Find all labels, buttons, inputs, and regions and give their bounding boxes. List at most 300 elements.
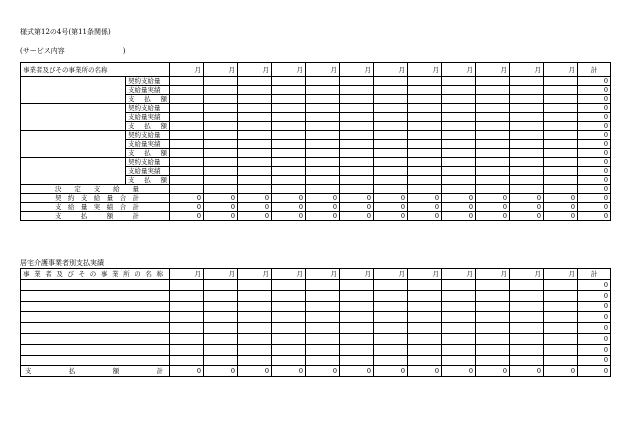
month-cell[interactable]: [170, 122, 204, 131]
month-header: 月: [272, 63, 306, 77]
month-cell[interactable]: [272, 140, 306, 149]
month-cell[interactable]: [442, 323, 476, 334]
month-cell[interactable]: [340, 77, 374, 86]
summary-month-cell[interactable]: [204, 185, 238, 194]
month-cell[interactable]: [544, 167, 578, 176]
month-cell[interactable]: [442, 167, 476, 176]
month-cell[interactable]: [204, 140, 238, 149]
provider-name-cell[interactable]: [21, 104, 126, 131]
month-cell[interactable]: [170, 77, 204, 86]
month-cell[interactable]: [408, 104, 442, 113]
month-cell[interactable]: [476, 323, 510, 334]
month-cell[interactable]: [510, 333, 544, 344]
month-cell[interactable]: [476, 104, 510, 113]
month-cell[interactable]: [340, 86, 374, 95]
month-cell[interactable]: [476, 86, 510, 95]
month-cell[interactable]: [408, 122, 442, 131]
month-cell[interactable]: [374, 131, 408, 140]
month-cell[interactable]: [544, 140, 578, 149]
month-cell[interactable]: [408, 167, 442, 176]
month-cell[interactable]: [238, 323, 272, 334]
month-cell[interactable]: [306, 290, 340, 301]
month-cell[interactable]: [306, 140, 340, 149]
month-header: 月: [272, 269, 306, 280]
month-cell[interactable]: [306, 333, 340, 344]
month-cell[interactable]: [544, 149, 578, 158]
month-cell[interactable]: [238, 301, 272, 312]
month-cell[interactable]: [476, 344, 510, 355]
month-cell[interactable]: [544, 122, 578, 131]
month-cell[interactable]: [476, 176, 510, 185]
month-cell[interactable]: [374, 312, 408, 323]
month-cell[interactable]: [374, 333, 408, 344]
month-cell[interactable]: [272, 176, 306, 185]
month-cell[interactable]: [544, 77, 578, 86]
provider-name-cell[interactable]: [21, 355, 170, 366]
month-cell[interactable]: [544, 323, 578, 334]
month-cell[interactable]: [272, 312, 306, 323]
month-cell[interactable]: [476, 312, 510, 323]
month-cell[interactable]: [510, 77, 544, 86]
month-cell[interactable]: [204, 280, 238, 291]
month-cell[interactable]: [408, 355, 442, 366]
month-cell[interactable]: [306, 355, 340, 366]
month-cell[interactable]: [272, 86, 306, 95]
month-cell[interactable]: [544, 104, 578, 113]
month-cell[interactable]: [408, 113, 442, 122]
summary-month-cell[interactable]: [476, 185, 510, 194]
month-cell[interactable]: [476, 149, 510, 158]
row-total-cell: 0: [578, 113, 611, 122]
month-cell[interactable]: [306, 113, 340, 122]
month-cell[interactable]: [510, 323, 544, 334]
month-cell[interactable]: [238, 104, 272, 113]
month-cell[interactable]: [340, 122, 374, 131]
summary-month-cell[interactable]: [306, 185, 340, 194]
month-cell[interactable]: [170, 113, 204, 122]
month-cell[interactable]: [170, 158, 204, 167]
month-cell[interactable]: [340, 323, 374, 334]
month-cell[interactable]: [476, 113, 510, 122]
month-cell[interactable]: [272, 122, 306, 131]
provider-name-cell[interactable]: [21, 333, 170, 344]
month-cell[interactable]: [408, 280, 442, 291]
provider-name-cell[interactable]: [21, 280, 170, 291]
month-cell[interactable]: [442, 344, 476, 355]
month-cell[interactable]: [442, 77, 476, 86]
summary-month-cell[interactable]: [170, 185, 204, 194]
month-cell[interactable]: [306, 158, 340, 167]
summary-label: 支 払 額 計: [21, 212, 170, 221]
month-cell[interactable]: [544, 290, 578, 301]
month-cell[interactable]: [272, 333, 306, 344]
month-cell[interactable]: [306, 323, 340, 334]
month-cell[interactable]: [238, 312, 272, 323]
item-label: 支 払 額: [126, 176, 170, 185]
month-cell[interactable]: [374, 355, 408, 366]
month-cell[interactable]: [340, 167, 374, 176]
month-cell[interactable]: [340, 355, 374, 366]
month-cell[interactable]: [204, 131, 238, 140]
month-cell[interactable]: [544, 355, 578, 366]
row-total-cell: 0: [578, 86, 611, 95]
sum-month-value: 0: [442, 366, 476, 377]
month-cell[interactable]: [510, 104, 544, 113]
month-cell[interactable]: [408, 95, 442, 104]
month-cell[interactable]: [476, 333, 510, 344]
month-cell[interactable]: [544, 95, 578, 104]
month-cell[interactable]: [272, 301, 306, 312]
month-cell[interactable]: [238, 140, 272, 149]
month-cell[interactable]: [442, 290, 476, 301]
month-cell[interactable]: [170, 95, 204, 104]
month-cell[interactable]: [204, 149, 238, 158]
month-cell[interactable]: [340, 301, 374, 312]
month-cell[interactable]: [204, 104, 238, 113]
item-label: 支 払 額: [126, 95, 170, 104]
month-cell[interactable]: [340, 280, 374, 291]
month-cell[interactable]: [272, 158, 306, 167]
month-cell[interactable]: [408, 131, 442, 140]
month-cell[interactable]: [170, 176, 204, 185]
month-cell[interactable]: [204, 176, 238, 185]
month-cell[interactable]: [408, 301, 442, 312]
month-cell[interactable]: [170, 323, 204, 334]
month-cell[interactable]: [510, 167, 544, 176]
month-cell[interactable]: [272, 131, 306, 140]
item-label: 支給量実績: [126, 167, 170, 176]
row-total-cell: 0: [578, 149, 611, 158]
month-cell[interactable]: [510, 344, 544, 355]
month-cell[interactable]: [340, 140, 374, 149]
month-cell[interactable]: [510, 131, 544, 140]
month-cell[interactable]: [340, 344, 374, 355]
month-cell[interactable]: [476, 95, 510, 104]
month-cell[interactable]: [476, 280, 510, 291]
month-cell[interactable]: [272, 280, 306, 291]
provider-name-cell[interactable]: [21, 158, 126, 185]
month-cell[interactable]: [204, 158, 238, 167]
month-cell[interactable]: [374, 149, 408, 158]
month-cell[interactable]: [306, 280, 340, 291]
month-cell[interactable]: [476, 77, 510, 86]
month-cell[interactable]: [374, 176, 408, 185]
month-cell[interactable]: [442, 355, 476, 366]
month-cell[interactable]: [306, 149, 340, 158]
month-cell[interactable]: [170, 333, 204, 344]
month-cell[interactable]: [238, 95, 272, 104]
month-cell[interactable]: [238, 355, 272, 366]
summary-month-value: 0: [544, 203, 578, 212]
month-cell[interactable]: [306, 131, 340, 140]
month-cell[interactable]: [544, 344, 578, 355]
month-cell[interactable]: [306, 312, 340, 323]
month-cell[interactable]: [204, 122, 238, 131]
month-cell[interactable]: [238, 344, 272, 355]
month-cell[interactable]: [272, 95, 306, 104]
month-cell[interactable]: [272, 355, 306, 366]
month-cell[interactable]: [510, 301, 544, 312]
month-cell[interactable]: [238, 131, 272, 140]
month-cell[interactable]: [544, 86, 578, 95]
provider-name-cell[interactable]: [21, 290, 170, 301]
month-cell[interactable]: [442, 333, 476, 344]
month-cell[interactable]: [238, 113, 272, 122]
month-cell[interactable]: [306, 86, 340, 95]
month-cell[interactable]: [510, 95, 544, 104]
total-header: 計: [578, 269, 611, 280]
month-cell[interactable]: [272, 77, 306, 86]
month-cell[interactable]: [204, 290, 238, 301]
month-cell[interactable]: [340, 333, 374, 344]
summary-month-cell[interactable]: [510, 185, 544, 194]
month-cell[interactable]: [374, 323, 408, 334]
month-cell[interactable]: [306, 176, 340, 185]
month-cell[interactable]: [272, 344, 306, 355]
month-cell[interactable]: [170, 140, 204, 149]
summary-month-value: 0: [442, 194, 476, 203]
table1-item-row: [21, 104, 611, 113]
month-cell[interactable]: [374, 86, 408, 95]
month-cell[interactable]: [442, 149, 476, 158]
month-cell[interactable]: [408, 77, 442, 86]
month-cell[interactable]: [442, 176, 476, 185]
month-cell[interactable]: [544, 312, 578, 323]
month-cell[interactable]: [340, 149, 374, 158]
month-cell[interactable]: [374, 280, 408, 291]
month-cell[interactable]: [374, 122, 408, 131]
month-cell[interactable]: [408, 149, 442, 158]
month-cell[interactable]: [204, 77, 238, 86]
summary-month-value: 0: [476, 212, 510, 221]
table1-header-row: [21, 63, 611, 77]
month-cell[interactable]: [306, 104, 340, 113]
provider-name-cell[interactable]: [21, 77, 126, 104]
month-cell[interactable]: [374, 95, 408, 104]
month-cell[interactable]: [238, 86, 272, 95]
month-cell[interactable]: [442, 158, 476, 167]
month-cell[interactable]: [408, 176, 442, 185]
month-cell[interactable]: [340, 104, 374, 113]
month-cell[interactable]: [204, 167, 238, 176]
month-cell[interactable]: [408, 312, 442, 323]
month-cell[interactable]: [238, 167, 272, 176]
month-cell[interactable]: [306, 344, 340, 355]
home-care-payment-table: [20, 268, 611, 377]
month-cell[interactable]: [442, 140, 476, 149]
summary-month-cell[interactable]: [340, 185, 374, 194]
month-cell[interactable]: [204, 86, 238, 95]
month-header: 月: [442, 269, 476, 280]
table2-provider-row: [21, 323, 611, 334]
month-cell[interactable]: [238, 290, 272, 301]
month-cell[interactable]: [170, 312, 204, 323]
month-cell[interactable]: [170, 86, 204, 95]
sum-month-value: 0: [204, 366, 238, 377]
month-cell[interactable]: [374, 290, 408, 301]
month-cell[interactable]: [476, 355, 510, 366]
summary-month-cell[interactable]: [544, 185, 578, 194]
month-cell[interactable]: [306, 77, 340, 86]
month-cell[interactable]: [272, 113, 306, 122]
month-cell[interactable]: [204, 312, 238, 323]
month-cell[interactable]: [408, 333, 442, 344]
month-cell[interactable]: [170, 167, 204, 176]
month-cell[interactable]: [408, 323, 442, 334]
month-cell[interactable]: [340, 176, 374, 185]
month-cell[interactable]: [238, 280, 272, 291]
month-cell[interactable]: [238, 77, 272, 86]
month-cell[interactable]: [204, 323, 238, 334]
month-cell[interactable]: [170, 355, 204, 366]
summary-total-value: 0: [578, 185, 611, 194]
month-cell[interactable]: [340, 95, 374, 104]
month-cell[interactable]: [374, 158, 408, 167]
month-cell[interactable]: [170, 301, 204, 312]
month-cell[interactable]: [544, 280, 578, 291]
month-cell[interactable]: [544, 301, 578, 312]
summary-month-value: 0: [306, 194, 340, 203]
month-cell[interactable]: [442, 312, 476, 323]
table2-provider-row: [21, 355, 611, 366]
month-cell[interactable]: [510, 158, 544, 167]
month-cell[interactable]: [510, 86, 544, 95]
month-cell[interactable]: [476, 290, 510, 301]
table2-provider-row: [21, 312, 611, 323]
sum-month-value: 0: [544, 366, 578, 377]
month-cell[interactable]: [340, 113, 374, 122]
month-cell[interactable]: [204, 333, 238, 344]
month-cell[interactable]: [306, 122, 340, 131]
month-cell[interactable]: [442, 104, 476, 113]
month-cell[interactable]: [374, 301, 408, 312]
month-cell[interactable]: [544, 113, 578, 122]
summary-month-value: 0: [170, 203, 204, 212]
month-cell[interactable]: [442, 131, 476, 140]
summary-label: 決 定 支 給 量: [21, 185, 170, 194]
month-cell[interactable]: [204, 113, 238, 122]
month-cell[interactable]: [442, 113, 476, 122]
provider-name-cell[interactable]: [21, 131, 126, 158]
month-cell[interactable]: [170, 280, 204, 291]
month-cell[interactable]: [238, 158, 272, 167]
provider-name-cell[interactable]: [21, 312, 170, 323]
month-cell[interactable]: [272, 323, 306, 334]
summary-total-value: 0: [578, 212, 611, 221]
month-cell[interactable]: [408, 158, 442, 167]
month-cell[interactable]: [238, 176, 272, 185]
month-cell[interactable]: [170, 344, 204, 355]
month-cell[interactable]: [442, 86, 476, 95]
month-cell[interactable]: [374, 77, 408, 86]
month-cell[interactable]: [306, 95, 340, 104]
month-cell[interactable]: [170, 149, 204, 158]
month-cell[interactable]: [442, 280, 476, 291]
month-cell[interactable]: [408, 344, 442, 355]
month-header: 月: [170, 63, 204, 77]
month-cell[interactable]: [544, 333, 578, 344]
month-cell[interactable]: [204, 344, 238, 355]
provider-name-cell[interactable]: [21, 344, 170, 355]
month-cell[interactable]: [476, 140, 510, 149]
month-cell[interactable]: [476, 301, 510, 312]
month-cell[interactable]: [272, 167, 306, 176]
form-title: 様式第12の4号(第11条関係): [20, 28, 111, 36]
month-cell[interactable]: [238, 122, 272, 131]
month-cell[interactable]: [442, 122, 476, 131]
month-cell[interactable]: [340, 290, 374, 301]
month-cell[interactable]: [510, 290, 544, 301]
month-cell[interactable]: [170, 290, 204, 301]
month-cell[interactable]: [170, 104, 204, 113]
month-cell[interactable]: [442, 95, 476, 104]
month-cell[interactable]: [340, 131, 374, 140]
month-cell[interactable]: [374, 104, 408, 113]
month-header: 月: [544, 63, 578, 77]
month-header: 月: [510, 63, 544, 77]
summary-month-value: 0: [442, 212, 476, 221]
month-cell[interactable]: [340, 158, 374, 167]
month-cell[interactable]: [510, 280, 544, 291]
month-cell[interactable]: [374, 140, 408, 149]
month-cell[interactable]: [476, 158, 510, 167]
summary-month-value: 0: [340, 203, 374, 212]
month-cell[interactable]: [340, 312, 374, 323]
summary-month-cell[interactable]: [374, 185, 408, 194]
summary-month-cell[interactable]: [272, 185, 306, 194]
month-cell[interactable]: [476, 122, 510, 131]
month-cell[interactable]: [510, 149, 544, 158]
month-cell[interactable]: [204, 95, 238, 104]
month-cell[interactable]: [204, 301, 238, 312]
month-cell[interactable]: [544, 131, 578, 140]
month-cell[interactable]: [306, 301, 340, 312]
month-cell[interactable]: [510, 113, 544, 122]
month-cell[interactable]: [510, 122, 544, 131]
provider-name-cell[interactable]: [21, 323, 170, 334]
month-cell[interactable]: [510, 176, 544, 185]
month-cell[interactable]: [544, 176, 578, 185]
month-cell[interactable]: [170, 131, 204, 140]
month-cell[interactable]: [408, 290, 442, 301]
month-cell[interactable]: [272, 290, 306, 301]
month-cell[interactable]: [204, 355, 238, 366]
month-cell[interactable]: [476, 131, 510, 140]
month-cell[interactable]: [476, 167, 510, 176]
month-cell[interactable]: [442, 301, 476, 312]
month-cell[interactable]: [374, 167, 408, 176]
summary-month-cell[interactable]: [408, 185, 442, 194]
month-cell[interactable]: [238, 333, 272, 344]
month-cell[interactable]: [238, 149, 272, 158]
summary-month-cell[interactable]: [442, 185, 476, 194]
month-cell[interactable]: [272, 149, 306, 158]
row-total-cell: 0: [578, 140, 611, 149]
month-cell[interactable]: [544, 158, 578, 167]
month-cell[interactable]: [408, 86, 442, 95]
summary-month-value: 0: [306, 212, 340, 221]
provider-name-cell[interactable]: [21, 301, 170, 312]
month-cell[interactable]: [306, 167, 340, 176]
month-cell[interactable]: [408, 140, 442, 149]
month-cell[interactable]: [374, 344, 408, 355]
month-cell[interactable]: [510, 355, 544, 366]
month-cell[interactable]: [374, 113, 408, 122]
month-cell[interactable]: [272, 104, 306, 113]
summary-month-cell[interactable]: [238, 185, 272, 194]
month-cell[interactable]: [510, 312, 544, 323]
month-cell[interactable]: [510, 140, 544, 149]
